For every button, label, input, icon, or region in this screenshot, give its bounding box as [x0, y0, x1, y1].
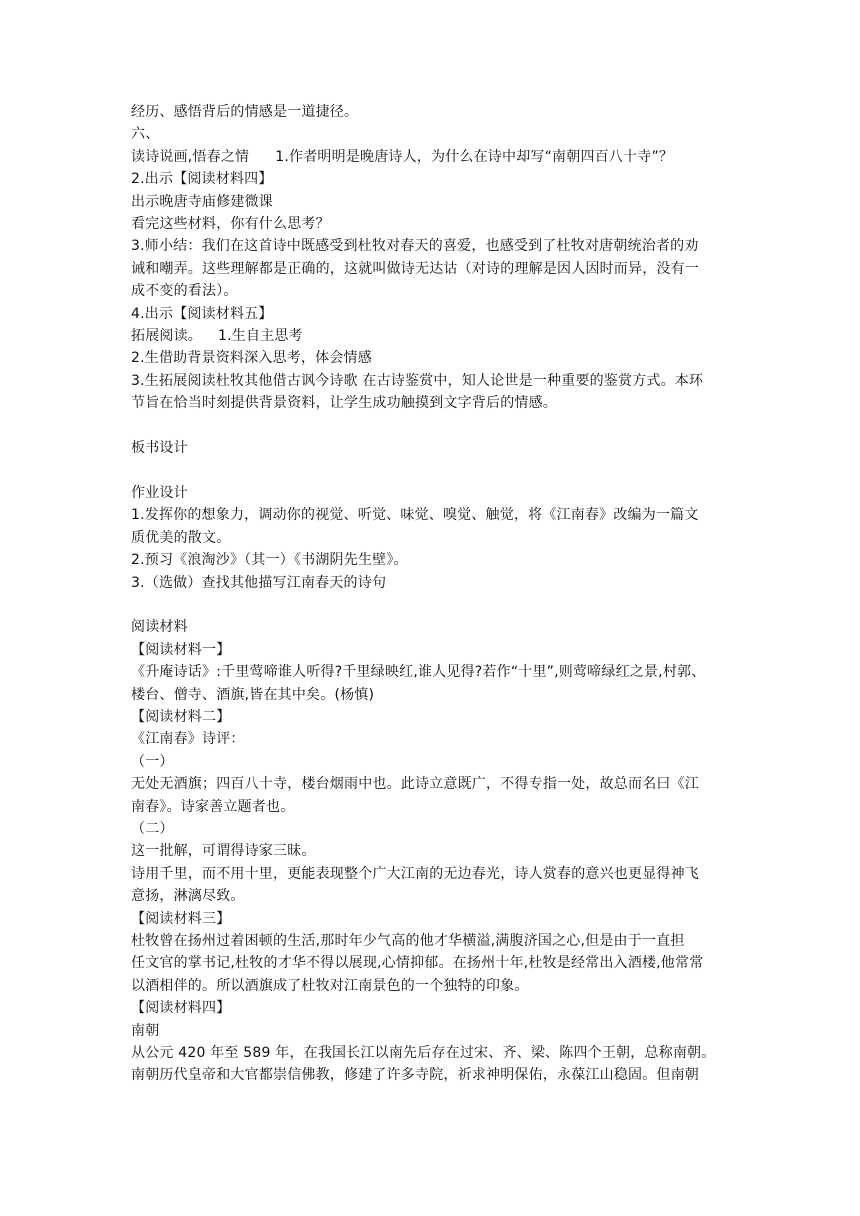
text-line: 2.出示【阅读材料四】: [131, 171, 273, 188]
text-line: 楼台、僧寺、酒旗,皆在其中矣。(杨慎): [131, 686, 375, 703]
text-line: [131, 146, 741, 168]
text-line: 南朝历代皇帝和大官都崇信佛教，修建了许多寺院，祈求神明保佑，永葆江山稳固。但南朝: [131, 1067, 699, 1084]
activity-title: 读诗说画,悟春之情: [131, 148, 250, 165]
document-body: [131, 101, 741, 1087]
activity-title: 拓展阅读。: [131, 328, 202, 345]
text-line: 质优美的散文。: [131, 529, 231, 546]
text-line: 经历、感悟背后的情感是一道捷径。: [131, 104, 359, 120]
text-line: 看完这些材料，你有什么思考？: [131, 216, 330, 233]
text-line: 任文官的掌书记,杜牧的才华不得以展现,心情抑郁。在扬州十年,杜牧是经常出入酒楼,他常常: [131, 955, 704, 972]
section-heading-reading-materials: 阅读材料: [131, 619, 188, 636]
step-text: 1.生自主思考: [218, 328, 303, 345]
text-line: 这一批解，可谓得诗家三昧。: [131, 843, 316, 860]
section-number: 六、: [131, 126, 160, 143]
text-line: 2.生借助背景资料深入思考，体会情感: [131, 350, 372, 367]
text-line: 意扬，淋漓尽致。: [131, 888, 245, 905]
text-line: 3.（选做）查找其他描写江南春天的诗句: [131, 574, 387, 591]
text-line: [131, 325, 741, 347]
text-line: 2.预习《浪淘沙》（其一）《书湖阴先生壁》。: [131, 552, 408, 569]
text-line: 出示晚唐寺庙修建微课: [131, 193, 273, 210]
text-line: 无处无酒旗；四百八十寺，楼台烟雨中也。此诗立意既广，不得专指一处，故总而名曰《江: [131, 776, 699, 793]
text-line: 成不变的看法）。: [131, 283, 238, 300]
text-line: 节旨在恰当时刻提供背景资料，让学生成功触摸到文字背后的情感。: [131, 395, 557, 412]
text-line: 1.发挥你的想象力，调动你的视觉、听觉、味觉、嗅觉、触觉，将《江南春》改编为一篇文: [131, 507, 699, 524]
text-line: 3.师小结：我们在这首诗中既感受到杜牧对春天的喜爱，也感受到了杜牧对唐朝统治者的劝: [131, 238, 699, 255]
text-line: 南朝: [131, 1022, 160, 1039]
blank-line: [131, 459, 741, 481]
text-line: （一）: [131, 753, 174, 770]
blank-line: [131, 594, 741, 616]
material-heading: 【阅读材料一】: [131, 641, 231, 658]
text-line: 3.生拓展阅读杜牧其他借古讽今诗歌 在古诗鉴赏中，知人论世是一种重要的鉴赏方式。本环: [131, 372, 704, 389]
material-heading: 【阅读材料二】: [131, 708, 231, 725]
text-line: 杜牧曾在扬州过着困顿的生活,那时年少气高的他才华横溢,满腹济国之心,但是由于一直担: [131, 932, 685, 949]
blank-line: [131, 415, 741, 437]
text-line: 《升庵诗话》:千里莺啼谁人听得?千里绿映红,谁人见得?若作“十里”,则莺啼绿红之景,村郭、: [131, 664, 706, 681]
step-text: 1.作者明明是晚唐诗人，为什么在诗中却写“南朝四百八十寺”？: [275, 148, 674, 165]
section-heading-board-design: 板书设计: [131, 440, 188, 457]
material-heading: 【阅读材料四】: [131, 1000, 231, 1017]
text-line: 以酒相伴的。所以酒旗成了杜牧对江南景色的一个独特的印象。: [131, 977, 529, 994]
text-line: 从公元 420 年至 589 年，在我国长江以南先后存在过宋、齐、梁、陈四个王朝，总称南朝。: [131, 1045, 716, 1062]
text-line: 4.出示【阅读材料五】: [131, 305, 273, 322]
text-line: 南春》。诗家善立题者也。: [131, 798, 295, 815]
material-heading: 【阅读材料三】: [131, 910, 231, 927]
section-heading-homework: 作业设计: [131, 484, 188, 501]
text-line: 诫和嘲弄。这些理解都是正确的，这就叫做诗无达诂（对诗的理解是因人因时而异，没有一: [131, 260, 699, 277]
text-line: （二）: [131, 820, 174, 837]
text-line: 《江南春》诗评：: [131, 731, 245, 748]
text-line: 诗用千里，而不用十里，更能表现整个广大江南的无边春光，诗人赏春的意兴也更显得神飞: [131, 865, 699, 882]
